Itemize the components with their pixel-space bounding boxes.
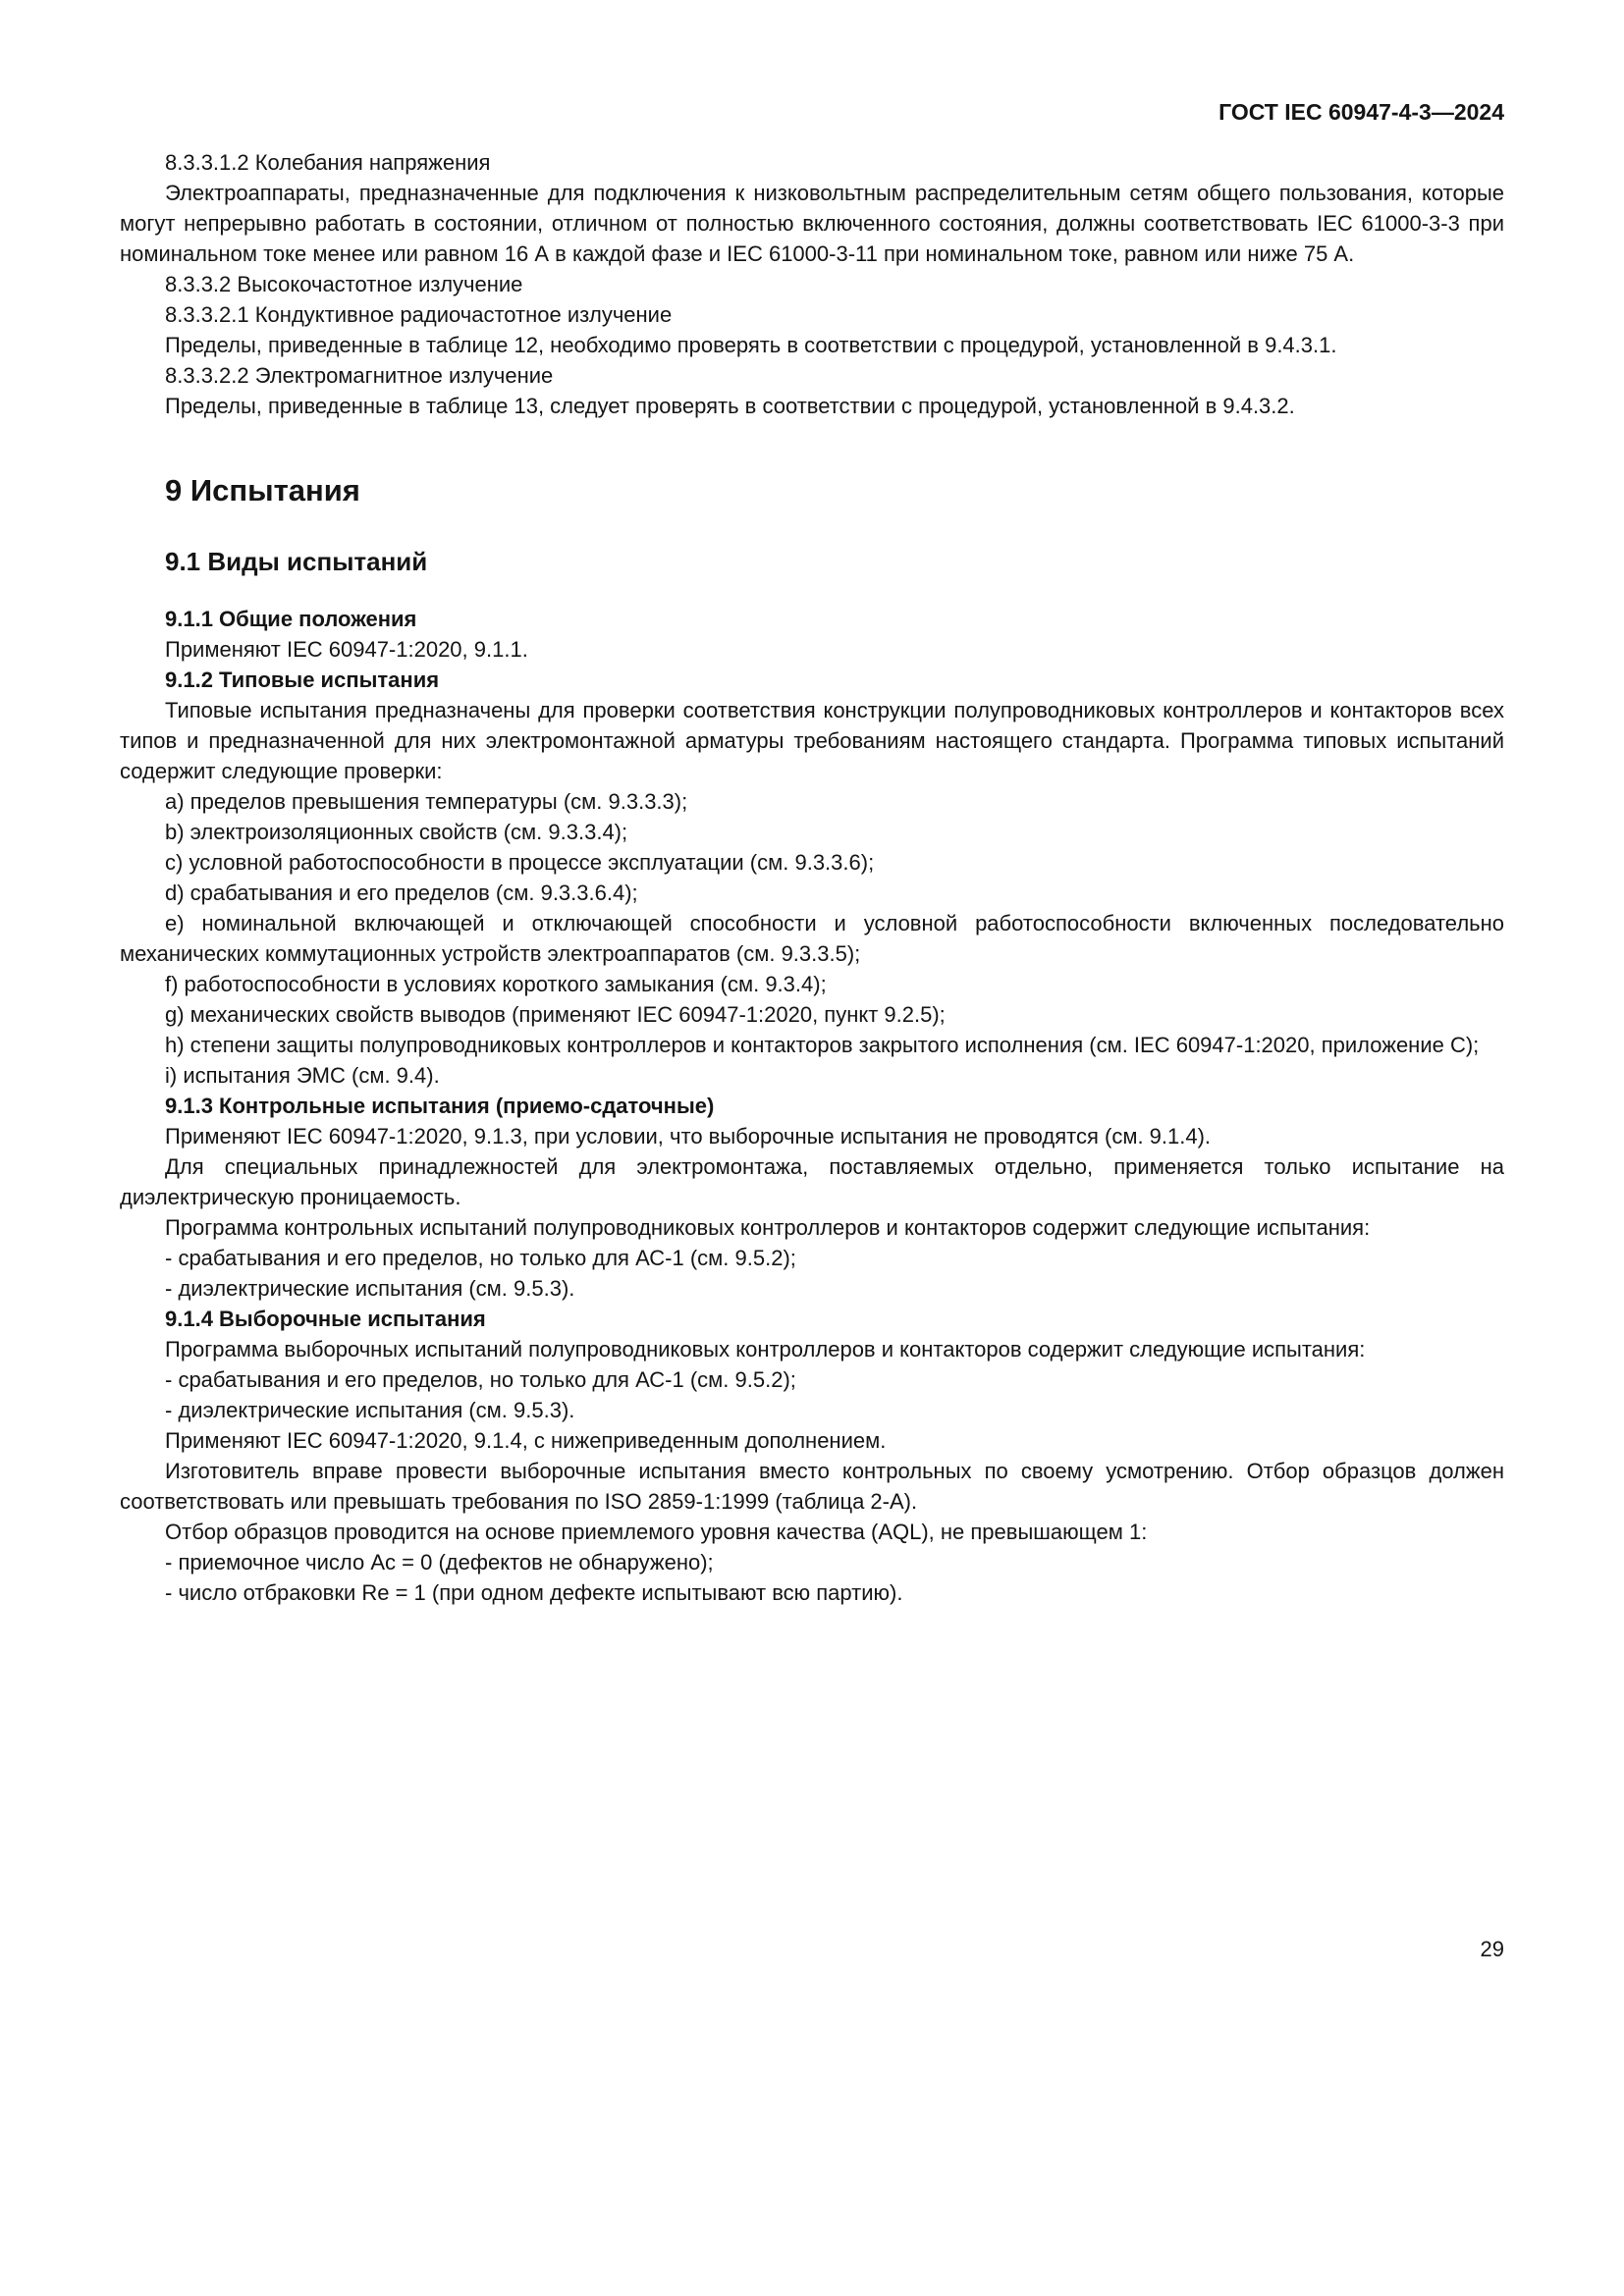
list-item: h) степени защиты полупроводниковых контроллеров и контакторов закрытого исполнения (см. IEC 60947-1:2020, приложение С);	[165, 1033, 1480, 1057]
paragraph: Применяют IEC 60947-1:2020, 9.1.4, с нижеприведенным дополнением.	[165, 1428, 887, 1453]
paragraph: Типовые испытания предназначены для проверки соответствия конструкции полупроводниковых контроллеров и контакторов всех типов и предназначенной для них электромонтажной арматуры требованиям настоящего стандарта. Программа типовых испытаний содержит следующие проверки:	[120, 698, 1504, 783]
section-heading: 9 Испытания	[165, 473, 360, 507]
list-item: f) работоспособности в условиях короткого замыкания (см. 9.3.4);	[165, 972, 827, 996]
clause-heading: 8.3.3.2 Высокочастотное излучение	[165, 272, 523, 296]
paragraph: Программа контрольных испытаний полупроводниковых контроллеров и контакторов содержит следующие испытания:	[165, 1215, 1371, 1240]
clause-heading: 9.1.4 Выборочные испытания	[165, 1307, 486, 1331]
clause-heading: 8.3.3.2.1 Кондуктивное радиочастотное излучение	[165, 302, 673, 327]
paragraph: Применяют IEC 60947-1:2020, 9.1.1.	[165, 637, 528, 662]
paragraph: Электроаппараты, предназначенные для подключения к низковольтным распределительным сетям общего пользования, которые могут непрерывно работать в состоянии, отличном от полностью включенного состояния, должны соответствовать IEC 61000-3-3 при номинальном токе менее или равном 16 А в каждой фазе и IEC 61000-3-11 при номинальном токе, равном или ниже 75 А.	[120, 181, 1504, 266]
list-item: - срабатывания и его пределов, но только для АС-1 (см. 9.5.2);	[165, 1246, 796, 1270]
paragraph: Применяют IEC 60947-1:2020, 9.1.3, при условии, что выборочные испытания не проводятся (см. 9.1.4).	[165, 1124, 1212, 1148]
list-item: a) пределов превышения температуры (см. 9.3.3.3);	[165, 789, 688, 814]
subsection-heading: 9.1 Виды испытаний	[165, 547, 428, 576]
clause-heading: 8.3.3.1.2 Колебания напряжения	[165, 150, 491, 175]
clause-heading: 8.3.3.2.2 Электромагнитное излучение	[165, 363, 554, 388]
list-item: - диэлектрические испытания (см. 9.5.3).	[165, 1276, 575, 1301]
clause-heading: 9.1.1 Общие положения	[165, 607, 417, 631]
paragraph: Пределы, приведенные в таблице 12, необходимо проверять в соответствии с процедурой, установленной в 9.4.3.1.	[165, 333, 1337, 357]
paragraph: Для специальных принадлежностей для электромонтажа, поставляемых отдельно, применяется только испытание на диэлектрическую проницаемость.	[120, 1154, 1504, 1209]
list-item: - срабатывания и его пределов, но только для АС-1 (см. 9.5.2);	[165, 1367, 796, 1392]
paragraph: Изготовитель вправе провести выборочные испытания вместо контрольных по своему усмотрению. Отбор образцов должен соответствовать или превышать требования по ISO 2859-1:1999 (таблица 2-А).	[120, 1459, 1504, 1514]
clause-heading: 9.1.3 Контрольные испытания (приемо-сдаточные)	[165, 1094, 715, 1118]
list-item: g) механических свойств выводов (применяют IEC 60947-1:2020, пункт 9.2.5);	[165, 1002, 946, 1027]
paragraph: Пределы, приведенные в таблице 13, следует проверять в соответствии с процедурой, установленной в 9.4.3.2.	[165, 394, 1295, 418]
list-item: - число отбраковки Re = 1 (при одном дефекте испытывают всю партию).	[165, 1580, 903, 1605]
paragraph: Программа выборочных испытаний полупроводниковых контроллеров и контакторов содержит следующие испытания:	[165, 1337, 1366, 1362]
list-item: i) испытания ЭМС (см. 9.4).	[165, 1063, 440, 1088]
document-body	[120, 147, 1504, 1608]
document-code-header: ГОСТ IEC 60947-4-3—2024	[1218, 99, 1504, 125]
clause-heading: 9.1.2 Типовые испытания	[165, 667, 440, 692]
page-number: 29	[1480, 1937, 1504, 1961]
list-item: e) номинальной включающей и отключающей способности и условной работоспособности включенных последовательно механических коммутационных устройств электроаппаратов (см. 9.3.3.5);	[120, 911, 1504, 966]
list-item: d) срабатывания и его пределов (см. 9.3.3.6.4);	[165, 881, 638, 905]
list-item: - диэлектрические испытания (см. 9.5.3).	[165, 1398, 575, 1422]
list-item: b) электроизоляционных свойств (см. 9.3.3.4);	[165, 820, 628, 844]
list-item: - приемочное число Ас = 0 (дефектов не обнаружено);	[165, 1550, 714, 1575]
paragraph: Отбор образцов проводится на основе приемлемого уровня качества (AQL), не превышающем 1:	[165, 1520, 1148, 1544]
list-item: c) условной работоспособности в процессе эксплуатации (см. 9.3.3.6);	[165, 850, 875, 875]
